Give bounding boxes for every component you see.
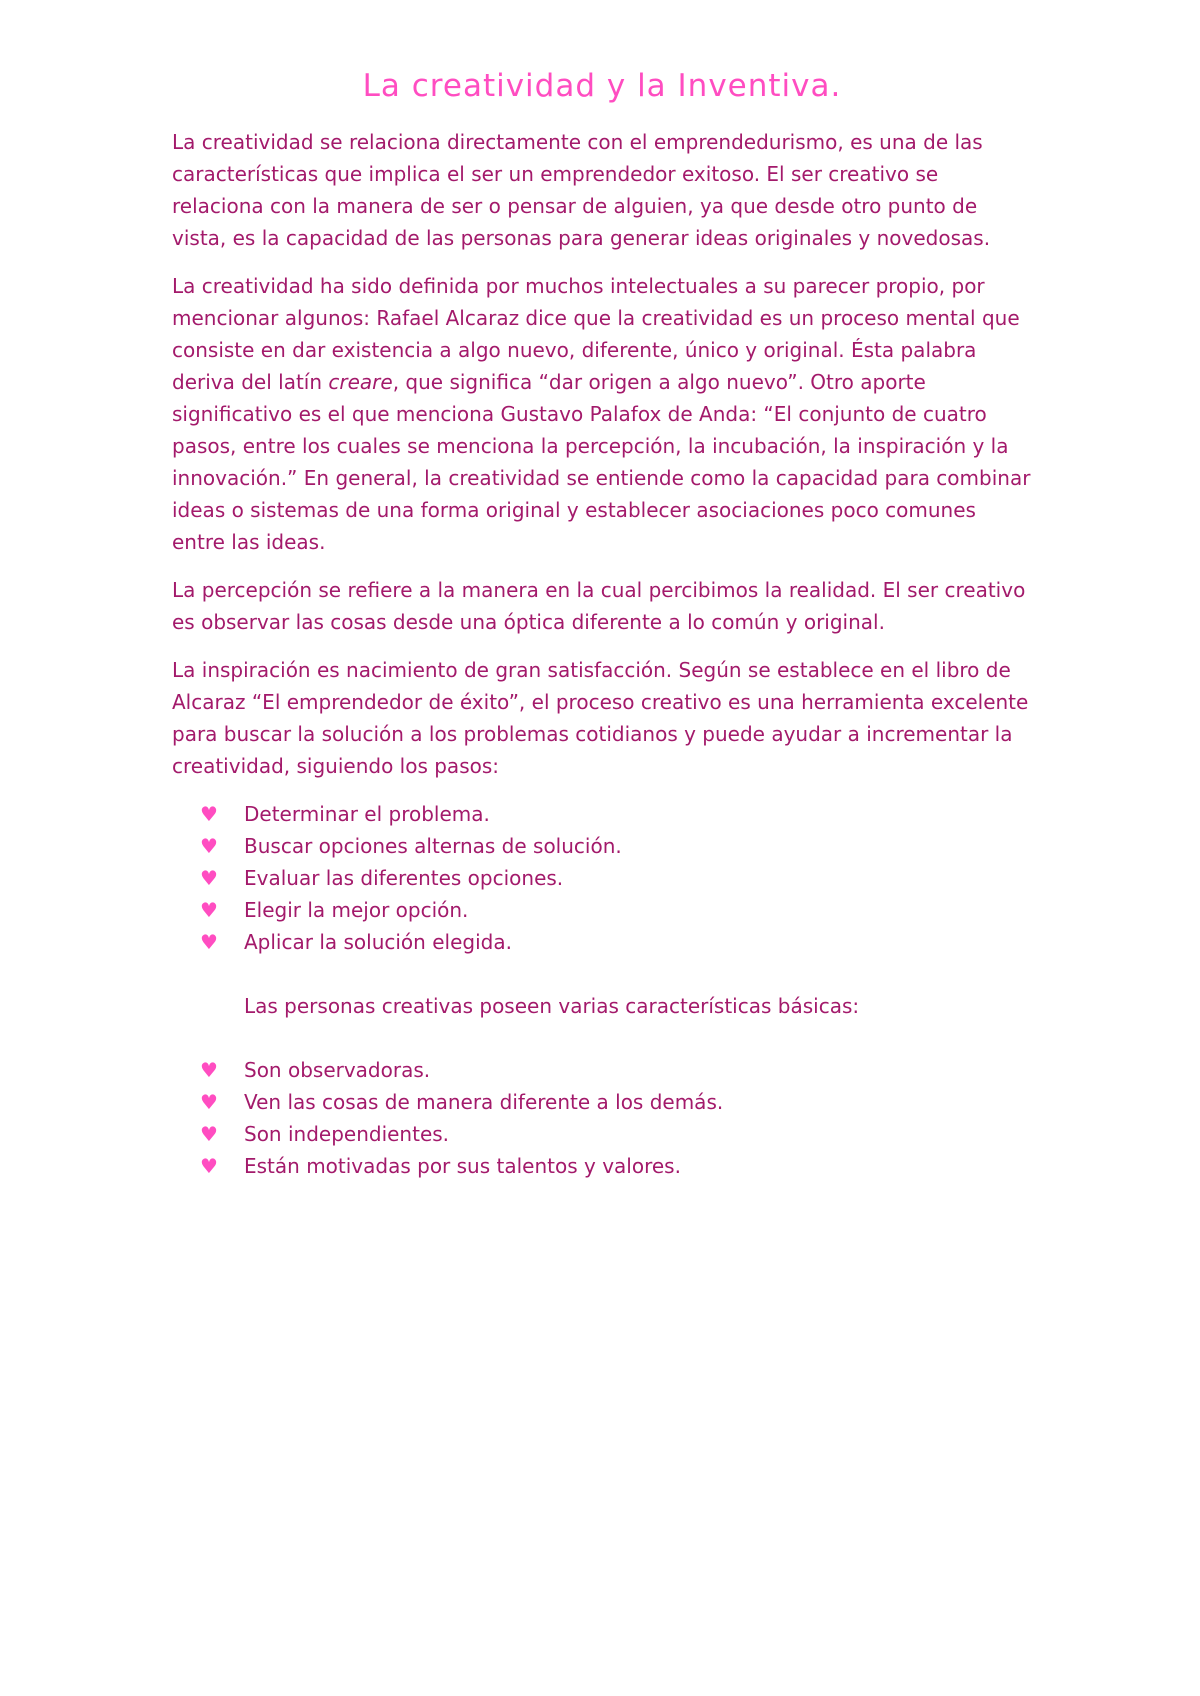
heart-icon: ♥ (200, 1090, 218, 1114)
heart-icon: ♥ (200, 1122, 218, 1146)
list-item (172, 798, 1032, 830)
list-item-text: Buscar opciones alternas de solución. (244, 834, 622, 858)
heart-icon: ♥ (200, 1154, 218, 1178)
heart-icon: ♥ (200, 930, 218, 954)
list-item-text: Son observadoras. (244, 1058, 431, 1082)
steps-list (172, 798, 1032, 958)
characteristics-list (172, 1054, 1032, 1182)
heart-icon: ♥ (200, 1058, 218, 1082)
document-body (172, 66, 1032, 1182)
heart-icon: ♥ (200, 866, 218, 890)
list-item-text: Están motivadas por sus talentos y valores. (244, 1154, 681, 1178)
characteristics-intro: Las personas creativas poseen varias características básicas: (244, 994, 860, 1018)
list-item (172, 894, 1032, 926)
heart-icon: ♥ (200, 834, 218, 858)
paragraph-perception: La percepción se refiere a la manera en la cual percibimos la realidad. El ser creativo es observar las cosas desde una óptica diferente a lo común y original. (172, 578, 1026, 634)
heart-icon: ♥ (200, 898, 218, 922)
list-item-text: Aplicar la solución elegida. (244, 930, 512, 954)
list-item (172, 1150, 1032, 1182)
paragraph-definitions (172, 270, 1032, 558)
list-item (172, 862, 1032, 894)
list-item-text: Evaluar las diferentes opciones. (244, 866, 564, 890)
paragraph-definitions-part2: , que significa “dar origen a algo nuevo”. Otro aporte significativo es el que menciona Gustavo Palafox de Anda: “El conjunto de cuatro pasos, entre los cuales se menciona la percepción, la incubación, la inspiración y la innovación.” En general, la creatividad se entiende como la capacidad para combinar ideas o sistemas de una forma original y establecer asociaciones poco comunes entre las ideas. (172, 370, 1031, 554)
list-item (172, 1086, 1032, 1118)
list-item (172, 830, 1032, 862)
list-item-text: Son independientes. (244, 1122, 450, 1146)
heart-icon: ♥ (200, 802, 218, 826)
paragraph-intro: La creatividad se relaciona directamente con el emprendedurismo, es una de las características que implica el ser un emprendedor exitoso. El ser creativo se relaciona con la manera de ser o pensar de alguien, ya que desde otro punto de vista, es la capacidad de las personas para generar ideas originales y novedosas. (172, 130, 991, 250)
list-item-text: Determinar el problema. (244, 802, 490, 826)
list-item-text: Ven las cosas de manera diferente a los demás. (244, 1090, 724, 1114)
document-title: La creatividad y la Inventiva. (362, 68, 842, 104)
list-item (172, 1054, 1032, 1086)
list-item (172, 926, 1032, 958)
paragraph-definitions-part1: La creatividad ha sido definida por muchos intelectuales a su parecer propio, por mencionar algunos: Rafael Alcaraz dice que la creatividad es un proceso mental que consiste en dar existencia a algo nuevo, diferente, único y original. Ésta palabra deriva del latín (172, 274, 1020, 394)
list-item-text: Elegir la mejor opción. (244, 898, 469, 922)
latin-word: creare (328, 370, 393, 394)
paragraph-inspiration: La inspiración es nacimiento de gran satisfacción. Según se establece en el libro de Alcaraz “El emprendedor de éxito”, el proceso creativo es una herramienta excelente para buscar la solución a los problemas cotidianos y puede ayudar a incrementar la creatividad, siguiendo los pasos: (172, 658, 1029, 778)
list-item (172, 1118, 1032, 1150)
